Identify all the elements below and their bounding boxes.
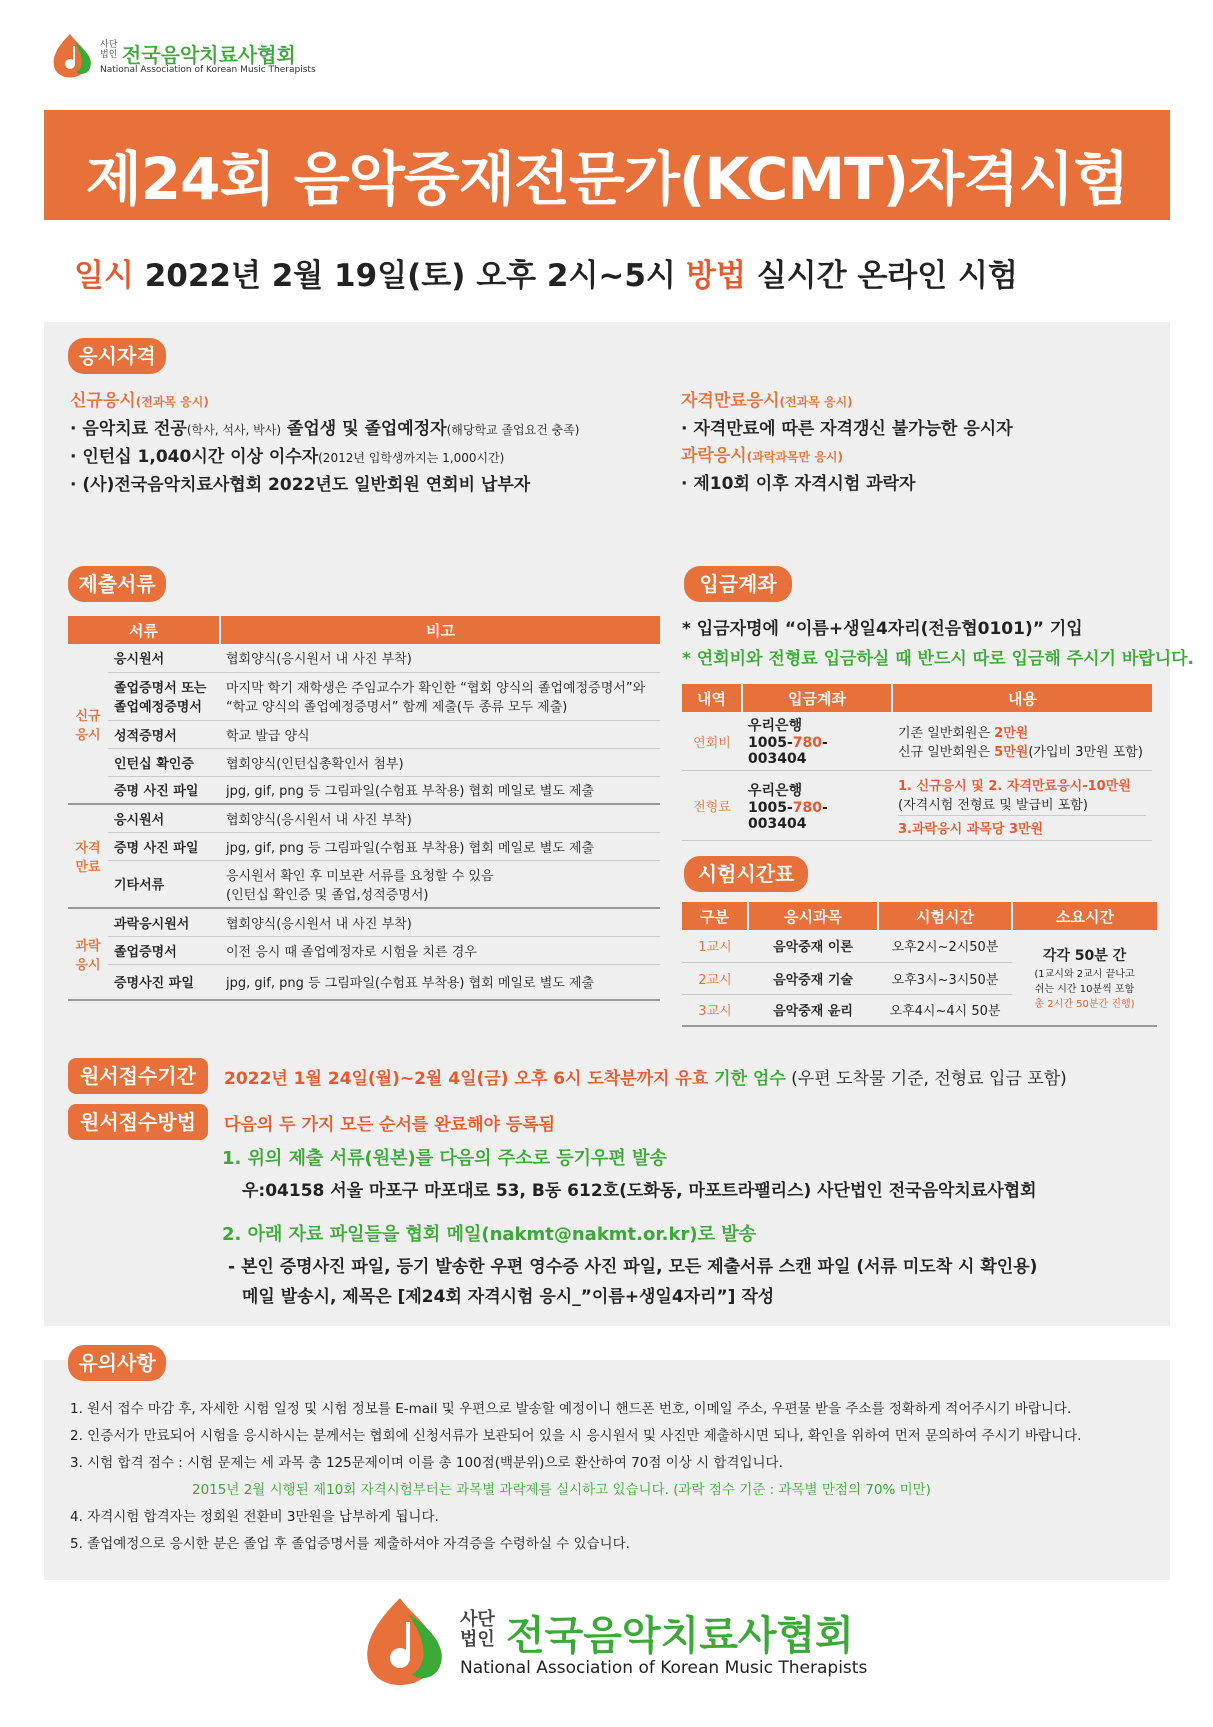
logo-name-en: National Association of Korean Music Therapists <box>460 1658 868 1678</box>
time: 오후2시~2시50분 <box>878 930 1012 962</box>
note-item: 2. 인증서가 만료되어 시험을 응시하시는 분께서는 협회에 신청서류가 보관되어 있을 시 응시원서 및 사진만 제출하시면 되나, 확인을 위하여 먼저 문의하여 주시기 바랍니다. <box>70 1428 1082 1444</box>
logo-name-ko: 전국음악치료사협회 <box>506 1613 854 1659</box>
col-duration: 소요시간 <box>1012 902 1157 930</box>
logo-name-en: National Association of Korean Music Therapists <box>100 65 316 75</box>
method-step-1: 1. 위의 제출 서류(원본)를 다음의 주소로 등기우편 발송 <box>222 1148 667 1169</box>
logo-badge: 사단 법인 <box>460 1609 495 1650</box>
doc-name: 증명사진 파일 <box>108 964 220 1000</box>
note-item: 1. 원서 접수 마감 후, 자세한 시험 일정 및 시험 정보를 E-mail 및 우편으로 발송할 예정이니 핸드폰 번호, 이메일 주소, 우편물 받을 주소를 정확하게 적어주시기 바랍니다. <box>70 1401 1072 1417</box>
doc-note: 협회양식(응시원서 내 사진 부착) <box>220 644 660 672</box>
application-period-label: 원서접수기간 <box>68 1058 208 1094</box>
doc-note: jpg, gif, png 등 그림파일(수험표 부착용) 협회 메일로 별도 제출 <box>220 964 660 1000</box>
logo-badge: 사단 법인 <box>100 40 118 60</box>
note-item: 5. 졸업예정으로 응시한 분은 졸업 후 졸업증명서를 제출하셔야 자격증을 수령하실 수 있습니다. <box>70 1536 630 1552</box>
eligibility-new <box>70 388 670 499</box>
notes-list <box>70 1396 1160 1558</box>
doc-note: 이전 응시 때 졸업예정자로 시험을 치른 경우 <box>220 936 660 964</box>
col-subject: 응시과목 <box>748 902 878 930</box>
page-title: 제24회 음악중재전문가(KCMT)자격시험 <box>85 145 1129 213</box>
time: 오후4시~4시 50분 <box>878 994 1012 1026</box>
period: 2교시 <box>682 962 748 994</box>
payment-item: 전형료 <box>682 771 742 841</box>
application-period-text: 2022년 1월 24일(월)~2월 4일(금) 오후 6시 도착분까지 유효 기한 엄수 (우편 도착물 기준, 전형료 입금 포함) <box>224 1069 1067 1089</box>
doc-name: 기타서류 <box>108 860 220 908</box>
payment-account: 우리은행 1005-780-003404 <box>742 712 892 771</box>
doc-note: 마지막 학기 재학생은 주임교수가 확인한 “협회 양식의 졸업예정증명서”와 “학교 양식의 졸업예정증명서” 함께 제출(두 종류 모두 제출) <box>220 672 660 720</box>
group-label: 신규 응시 <box>68 644 108 804</box>
note-item: 4. 자격시험 합격자는 정회원 전환비 3만원을 납부하게 됩니다. <box>70 1509 439 1525</box>
eligibility-expired <box>681 388 1151 498</box>
new-item: · (사)전국음악치료사협회 2022년도 일반회원 연회비 납부자 <box>70 475 531 495</box>
exam-date <box>74 250 676 295</box>
exam-method <box>686 250 1018 295</box>
method-step-2: 2. 아래 자료 파일들을 협회 메일(nakmt@nakmt.or.kr)로 발송 <box>222 1224 757 1245</box>
period: 1교시 <box>682 930 748 962</box>
col-note: 비고 <box>220 616 660 644</box>
title-banner <box>44 110 1170 220</box>
col-content: 내용 <box>892 684 1152 712</box>
time: 오후3시~3시50분 <box>878 962 1012 994</box>
failed-title: 과락응시(과락과목만 응시) <box>681 446 843 466</box>
doc-note: 협회양식(인턴십총확인서 첨부) <box>220 748 660 776</box>
payment-content: 기존 일반회원은 2만원 신규 일반회원은 5만원(가입비 3만원 포함) <box>892 712 1152 771</box>
failed-item: · 제10회 이후 자격시험 과락자 <box>681 474 916 494</box>
method-step-1-detail: 우:04158 서울 마포구 마포대로 53, B동 612호(도화동, 마포트라팰리스) 사단법인 전국음악치료사협회 <box>242 1181 1037 1201</box>
payment-heading: 입금계좌 <box>684 566 792 602</box>
eligibility-heading: 응시자격 <box>68 338 166 374</box>
payment-content: 1. 신규응시 및 2. 자격만료응시-10만원 (자격시험 전형료 및 발급비 포함) 3.과락응시 과목당 3만원 <box>892 771 1152 841</box>
doc-name: 응시원서 <box>108 644 220 672</box>
col-account: 입금계좌 <box>742 684 892 712</box>
expired-item: · 자격만료에 따른 자격갱신 불가능한 응시자 <box>681 419 1013 439</box>
music-note-drop-icon <box>360 1594 452 1690</box>
doc-note: 협회양식(응시원서 내 사진 부착) <box>220 908 660 936</box>
subject: 음악중재 기술 <box>748 962 878 994</box>
new-title: 신규응시(전과목 응시) <box>70 391 209 411</box>
doc-name: 인턴십 확인증 <box>108 748 220 776</box>
note-highlight: 2015년 2월 시행된 제10회 자격시험부터는 과목별 과락제를 실시하고 있습니다. (과락 점수 기준 : 과목별 만점의 70% 미만) <box>192 1482 931 1498</box>
col-doc: 서류 <box>68 616 220 644</box>
subject: 음악중재 이론 <box>748 930 878 962</box>
note-item: 3. 시험 합격 점수 : 시험 문제는 세 과목 총 125문제이며 이를 총 100점(백분위)으로 환산하여 70점 이상 시 합격입니다. <box>70 1455 783 1471</box>
notes-heading: 유의사항 <box>68 1345 166 1381</box>
method-label: 방법 <box>686 258 746 294</box>
col-item: 내역 <box>682 684 742 712</box>
new-item: · 음악치료 전공(학사, 석사, 박사) 졸업생 및 졸업예정자(해당학교 졸업요건 충족) <box>70 419 580 439</box>
documents-heading: 제출서류 <box>68 566 166 602</box>
doc-note: jpg, gif, png 등 그림파일(수험표 부착용) 협회 메일로 별도 제출 <box>220 832 660 860</box>
doc-name: 증명 사진 파일 <box>108 776 220 804</box>
expired-title: 자격만료응시(전과목 응시) <box>681 391 853 411</box>
doc-note: 학교 발급 양식 <box>220 720 660 748</box>
method-step-2-detail-1: - 본인 증명사진 파일, 등기 발송한 우편 영수증 사진 파일, 모든 제출서류 스캔 파일 (서류 미도착 시 확인용) <box>228 1257 1038 1277</box>
doc-name: 성적증명서 <box>108 720 220 748</box>
date-value: 2022년 2월 19일(토) 오후 2시~5시 <box>144 258 676 294</box>
group-label: 자격 만료 <box>68 804 108 908</box>
group-label: 과락 응시 <box>68 908 108 1000</box>
method-step-2-detail-2: 메일 발송시, 제목은 [제24회 자격시험 응시_”이름+생일4자리”] 작성 <box>242 1287 775 1307</box>
duration: 각각 50분 간 (1교시와 2교시 끝나고 쉬는 시간 10분씩 포함 총 2시간 50분간 진행) <box>1012 930 1157 1026</box>
new-item: · 인턴십 1,040시간 이상 이수자(2012년 입학생까지는 1,000시간) <box>70 447 505 467</box>
doc-name: 응시원서 <box>108 804 220 832</box>
payment-note-1: * 입금자명에 “이름+생일4자리(전음협0101)” 기입 <box>682 619 1083 639</box>
col-time: 시험시간 <box>878 902 1012 930</box>
music-note-drop-icon <box>50 32 96 80</box>
application-method-intro: 다음의 두 가지 모든 순서를 완료해야 등록됨 <box>224 1115 556 1135</box>
doc-name: 졸업증명서 <box>108 936 220 964</box>
doc-note: 협회양식(응시원서 내 사진 부착) <box>220 804 660 832</box>
date-label: 일시 <box>74 258 134 294</box>
application-method-label: 원서접수방법 <box>68 1104 208 1140</box>
doc-name: 증명 사진 파일 <box>108 832 220 860</box>
payment-note-2: * 연회비와 전형료 입금하실 때 반드시 따로 입금해 주시기 바랍니다. <box>682 649 1195 669</box>
payment-table <box>682 684 1152 841</box>
logo-name-ko: 전국음악치료사협회 <box>122 43 296 67</box>
doc-name: 졸업증명서 또는 졸업예정증명서 <box>108 672 220 720</box>
top-logo <box>50 32 316 82</box>
bottom-logo <box>360 1594 868 1694</box>
period: 3교시 <box>682 994 748 1026</box>
method-value: 실시간 온라인 시험 <box>756 258 1018 294</box>
col-period: 구분 <box>682 902 748 930</box>
payment-account: 우리은행 1005-780-003404 <box>742 771 892 841</box>
documents-table <box>68 616 660 1001</box>
subject: 음악중재 윤리 <box>748 994 878 1026</box>
timetable-table <box>682 902 1157 1027</box>
payment-item: 연회비 <box>682 712 742 771</box>
doc-note: jpg, gif, png 등 그림파일(수험표 부착용) 협회 메일로 별도 제출 <box>220 776 660 804</box>
timetable-heading: 시험시간표 <box>684 856 808 892</box>
doc-name: 과락응시원서 <box>108 908 220 936</box>
doc-note: 응시원서 확인 후 미보관 서류를 요청할 수 있음 (인턴십 확인증 및 졸업,성적증명서) <box>220 860 660 908</box>
